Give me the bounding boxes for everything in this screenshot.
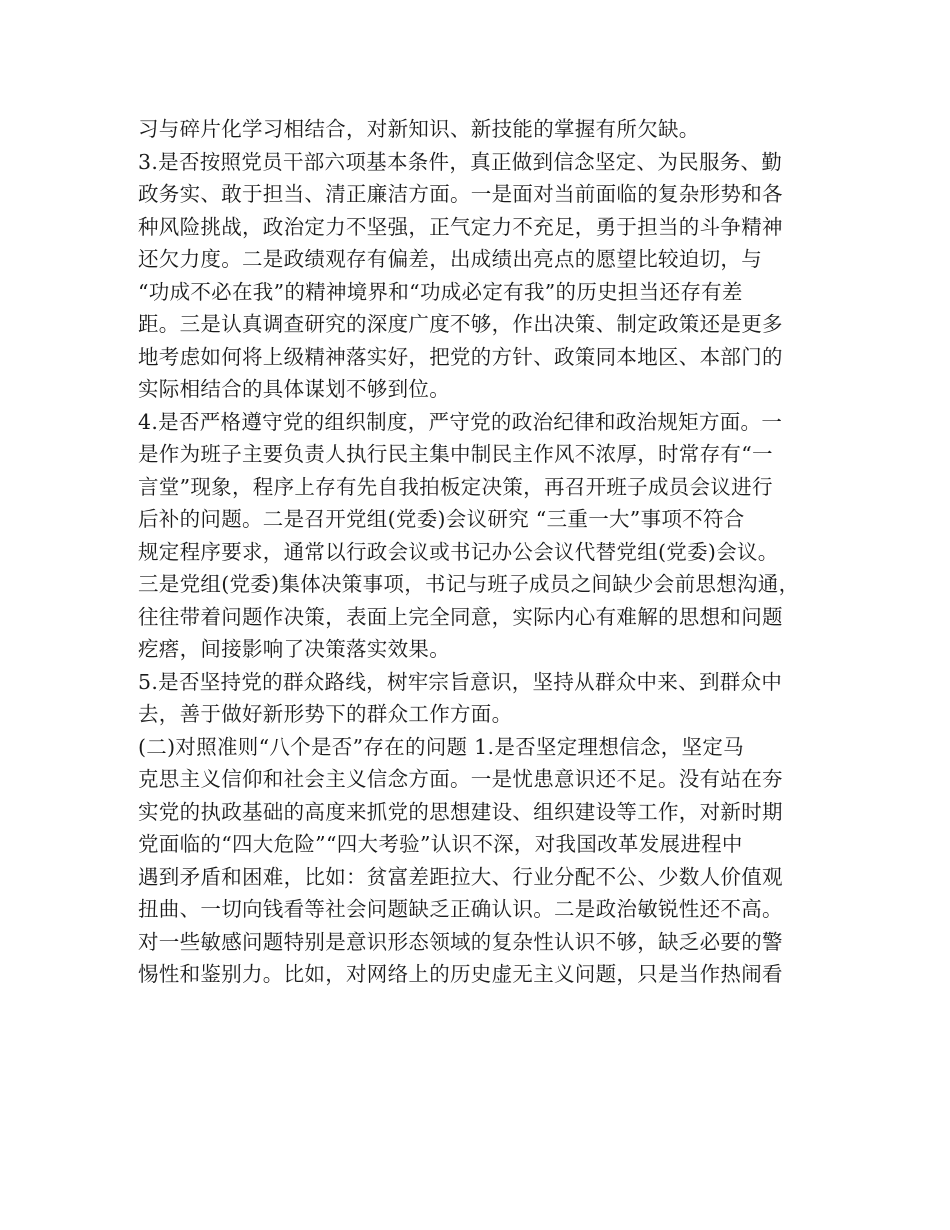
- text-line: 惕性和鉴别力。比如，对网络上的历史虚无主义问题，只是当作热闹看: [138, 962, 783, 986]
- text-line: 距。三是认真调查研究的深度广度不够，作出决策、制定政策还是更多: [138, 312, 783, 336]
- text-line: 规定程序要求，通常以行政会议或书记办公会议代替党组(党委)会议。: [138, 539, 779, 564]
- text-line: 三是党组(党委)集体决策事项，书记与班子成员之间缺少会前思想沟通，: [138, 572, 800, 596]
- text-line: 言堂”现象，程序上存有先自我拍板定决策，再召开班子成员会议进行: [138, 474, 773, 499]
- text-line: 实党的执政基础的高度来抓党的思想建设、组织建设等工作，对新时期: [138, 799, 783, 824]
- text-line: 克思主义信仰和社会主义信念方面。一是忧患意识还不足。没有站在夯: [138, 767, 783, 791]
- text-line: 疙瘩，间接影响了决策落实效果。: [138, 637, 450, 661]
- text-line: 后补的问题。二是召开党组(党委)会议研究 “三重一大”事项不符合: [138, 507, 745, 531]
- text-line: 对一些敏感问题特别是意识形态领域的复杂性认识不够，缺乏必要的警: [138, 929, 783, 954]
- text-line: 去，善于做好新形势下的群众工作方面。: [138, 702, 513, 726]
- text-line: 扭曲、一切向钱看等社会问题缺乏正确认识。二是政治敏锐性还不高。: [138, 897, 783, 921]
- text-line: “功成不必在我”的精神境界和“功成必定有我”的历史担当还存有差: [138, 279, 743, 304]
- text-line: 遇到矛盾和困难，比如：贫富差距拉大、行业分配不公、少数人价值观: [138, 864, 783, 889]
- text-line: 4.是否严格遵守党的组织制度，严守党的政治纪律和政治规矩方面。一: [138, 409, 783, 434]
- text-line: 习与碎片化学习相结合，对新知识、新技能的掌握有所欠缺。: [138, 117, 700, 141]
- text-line: 还欠力度。二是政绩观存有偏差，出成绩出亮点的愿望比较迫切，与: [138, 247, 762, 271]
- body-text: [138, 113, 828, 991]
- text-line: (二)对照准则“八个是否”存在的问题 1.是否坚定理想信念，坚定马: [138, 734, 744, 759]
- text-line: 5.是否坚持党的群众路线，树牢宗旨意识，坚持从群众中来、到群众中: [138, 669, 783, 694]
- text-line: 往往带着问题作决策，表面上完全同意，实际内心有难解的思想和问题: [138, 604, 783, 629]
- text-line: 是作为班子主要负责人执行民主集中制民主作风不浓厚，时常存有“一: [138, 442, 773, 466]
- text-line: 实际相结合的具体谋划不够到位。: [138, 377, 450, 401]
- text-line: 政务实、敢于担当、清正廉洁方面。一是面对当前面临的复杂形势和各: [138, 182, 783, 206]
- text-line: 种风险挑战，政治定力不坚强，正气定力不充足，勇于担当的斗争精神: [138, 214, 783, 239]
- text-line: 党面临的“四大危险”“四大考验”认识不深，对我国改革发展进程中: [138, 832, 743, 856]
- text-line: 3.是否按照党员干部六项基本条件，真正做到信念坚定、为民服务、勤: [138, 149, 783, 174]
- text-line: 地考虑如何将上级精神落实好，把党的方针、政策同本地区、本部门的: [138, 344, 783, 369]
